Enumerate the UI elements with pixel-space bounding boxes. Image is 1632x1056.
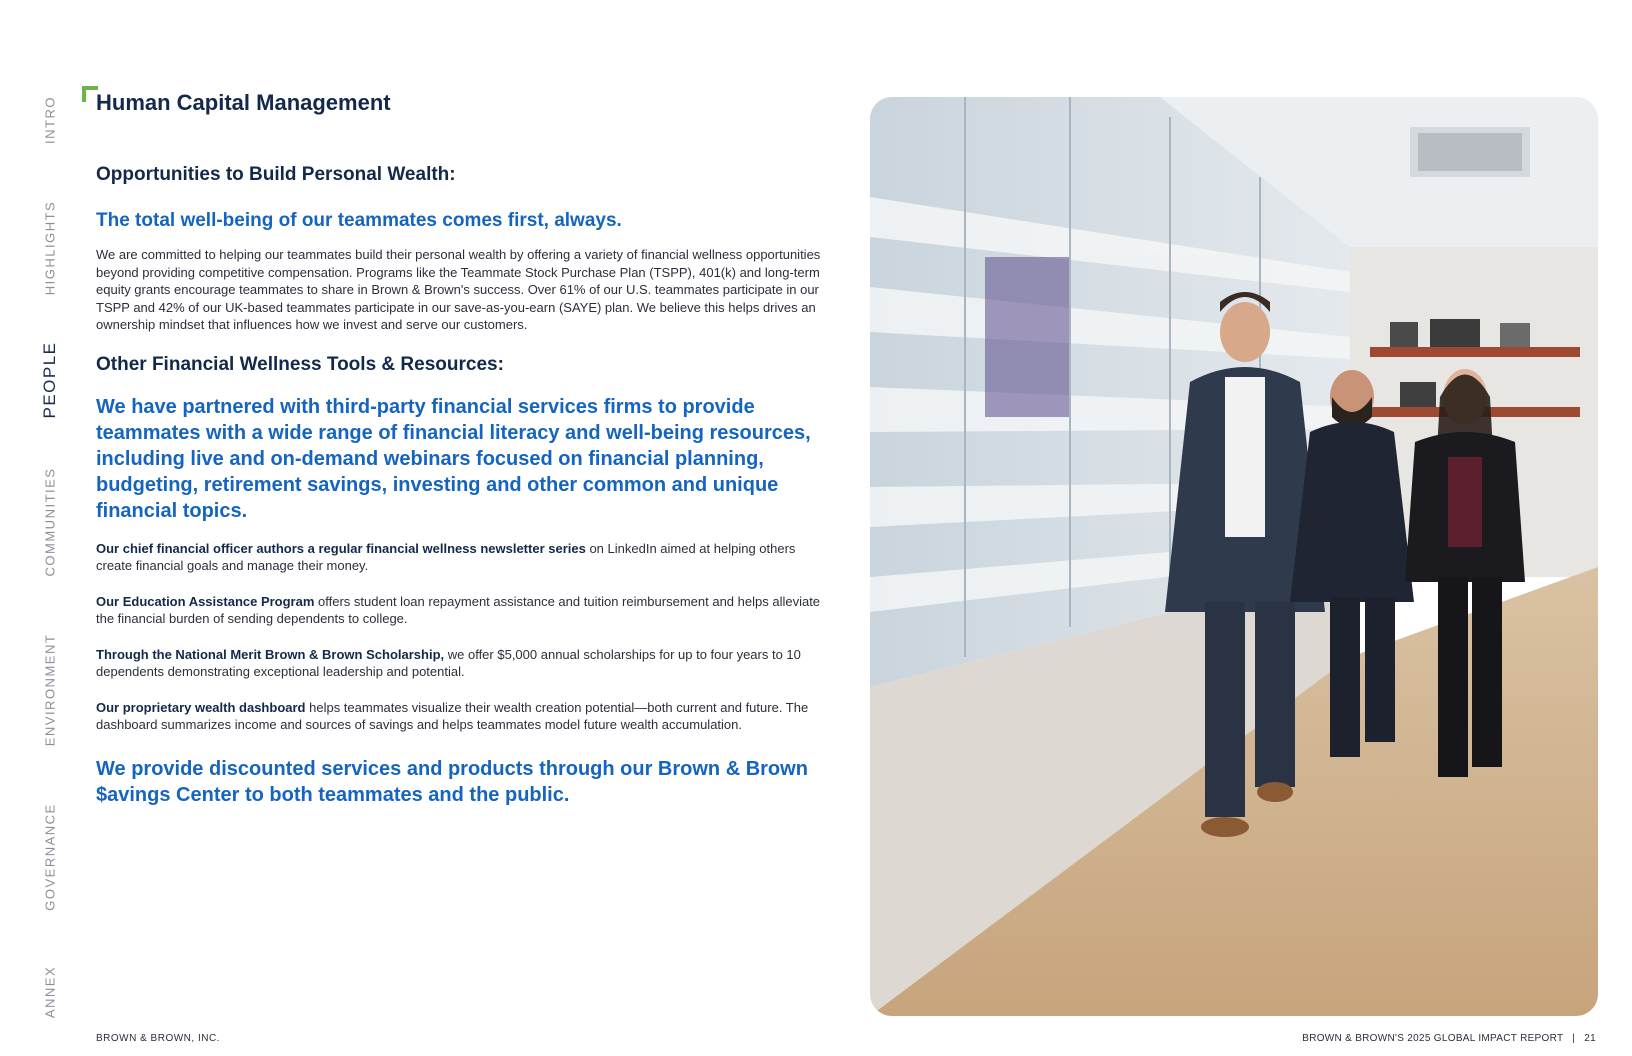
list-item-bold: Our proprietary wealth dashboard [96, 699, 306, 715]
personal-wealth-paragraph: We are committed to helping our teammates build their personal wealth by offering a variety of financial wellness opportunities beyond providing competitive compensation. Programs like the Teammate Stock Purchase Plan (TSPP), 401(k) and long-term equity grants encourage teammates to share in Brown & Brown's success. Over 61% of our U.S. teammates participate in our TSPP and 42% of our UK-based teammates participate in our save-as-you-earn (SAYE) plan. We believe this helps drives an ownership mindset that influences how we invest and serve our customers. [96, 247, 821, 332]
nav-item-communities[interactable]: COMMUNITIES [42, 467, 58, 577]
footer-company-name: BROWN & BROWN, INC. [96, 1033, 220, 1044]
list-item-text: we offer $5,000 annual scholarships for up to four years to 10 dependents demonstrating exceptional leadership and potential. [96, 646, 801, 679]
section-heading-personal-wealth: Opportunities to Build Personal Wealth: [96, 164, 456, 185]
list-item-text: on LinkedIn aimed at helping others create financial goals and manage their money. [96, 540, 796, 573]
nav-item-intro[interactable]: INTRO [42, 96, 58, 144]
list-item-wealth-dashboard [96, 699, 821, 734]
nav-item-people[interactable]: PEOPLE [40, 341, 59, 419]
section-nav [0, 0, 80, 1056]
list-item-bold: Our Education Assistance Program [96, 593, 315, 609]
list-item-bold: Our chief financial officer authors a regular financial wellness newsletter series [96, 540, 586, 556]
nav-item-highlights[interactable]: HIGHLIGHTS [42, 200, 58, 296]
list-item-text: helps teammates visualize their wealth creation potential—both current and future. The dashboard summarizes income and sources of savings and helps teammates model future wealth accumulation. [96, 699, 809, 732]
savings-center-statement: We provide discounted services and products through our Brown & Brown $avings Center to both teammates and the public. [96, 757, 808, 806]
partners-lead-statement: We have partnered with third-party financial services firms to provide teammates with a wide range of financial literacy and well-being resources, including live and on-demand webinars focused on financial planning, budgeting, retirement savings, investing and other common and unique financial topics. [96, 395, 811, 522]
list-item-scholarship [96, 646, 821, 681]
footer-report-info [1302, 1033, 1596, 1044]
page-title: Human Capital Management [96, 90, 391, 115]
footer-report-title: BROWN & BROWN'S 2025 GLOBAL IMPACT REPORT [1302, 1033, 1564, 1044]
main-content [96, 164, 821, 808]
list-item-text: offers student loan repayment assistance and tuition reimbursement and helps alleviate the financial burden of sending dependents to college. [96, 593, 821, 626]
list-item-cfo-newsletter [96, 540, 821, 575]
nav-item-annex[interactable]: ANNEX [42, 965, 58, 1019]
footer-separator: | [1572, 1033, 1576, 1044]
nav-item-governance[interactable]: GOVERNANCE [42, 803, 58, 911]
section-heading-wellness-tools: Other Financial Wellness Tools & Resources: [96, 353, 504, 375]
nav-item-environment[interactable]: ENVIRONMENT [42, 633, 58, 747]
page-number: 21 [1584, 1033, 1596, 1044]
list-item-education-assistance [96, 593, 821, 628]
list-item-bold: Through the National Merit Brown & Brown Scholarship, [96, 646, 445, 662]
section-subheading-well-being: The total well-being of our teammates comes first, always. [96, 210, 622, 231]
office-hallway-photo [870, 97, 1598, 1016]
